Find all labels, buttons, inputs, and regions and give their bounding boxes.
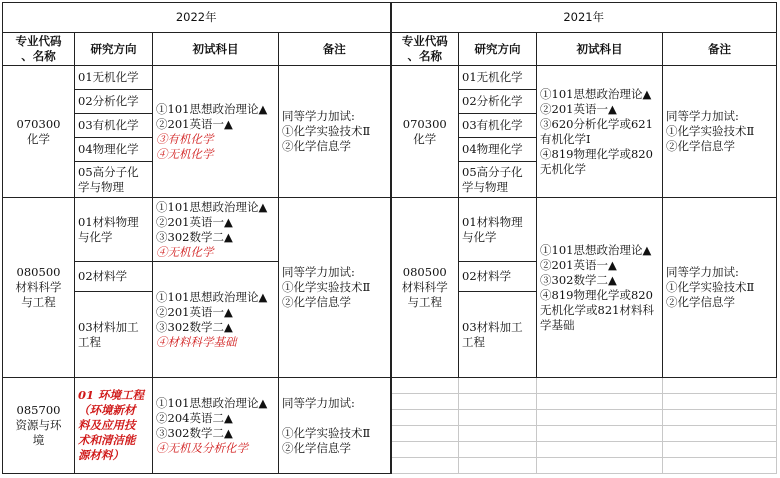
empty-cell bbox=[537, 394, 663, 410]
header-notes: 备注 bbox=[279, 33, 391, 66]
direction-cell: 02材料学 bbox=[75, 262, 153, 292]
major-chem-2022: 070300 化学 bbox=[3, 66, 75, 198]
major-mat-2022: 080500 材料科学 与工程 bbox=[3, 198, 75, 378]
direction-cell: 01材料物理与化学 bbox=[459, 198, 537, 262]
header-subjects-2021: 初试科目 bbox=[537, 33, 663, 66]
direction-cell: 01材料物理与化学 bbox=[75, 198, 153, 262]
empty-cell bbox=[537, 442, 663, 458]
empty-cell bbox=[663, 442, 777, 458]
notes-chem-2021: 同等学力加试: ①化学实验技术Ⅱ ②化学信息学 bbox=[663, 66, 777, 198]
direction-cell: 03有机化学 bbox=[75, 114, 153, 138]
direction-cell: 04物理化学 bbox=[75, 138, 153, 162]
empty-cell bbox=[391, 458, 459, 474]
subjects-mat-2021: ①101思想政治理论▲ ②201英语一▲ ③302数学二▲ ④819物理化学或820 无机化学或821材料科 学基础 bbox=[537, 198, 663, 378]
subjects-mat-b-2022: ①101思想政治理论▲ ②201英语一▲ ③302数学二▲ ④材料科学基础 bbox=[153, 262, 279, 378]
direction-cell: 02分析化学 bbox=[459, 90, 537, 114]
subject-line: ③有机化学 bbox=[156, 131, 214, 146]
subjects-env-2022: ①101思想政治理论▲ ②204英语二▲ ③302数学二▲ ④无机及分析化学 bbox=[153, 378, 279, 474]
empty-cell bbox=[537, 458, 663, 474]
empty-cell bbox=[459, 394, 537, 410]
major-chem-2021: 070300 化学 bbox=[391, 66, 459, 198]
empty-cell bbox=[537, 410, 663, 426]
direction-cell: 01无机化学 bbox=[75, 66, 153, 90]
empty-cell bbox=[459, 458, 537, 474]
header-notes-2021: 备注 bbox=[663, 33, 777, 66]
notes-chem-2022: 同等学力加试: ①化学实验技术Ⅱ ②化学信息学 bbox=[279, 66, 391, 198]
empty-cell bbox=[663, 410, 777, 426]
subject-line: ②201英语一▲ bbox=[156, 116, 233, 131]
direction-cell: 03材料加工工程 bbox=[75, 292, 153, 378]
year-2021: 2021年 bbox=[391, 3, 777, 33]
subjects-chem-2021: ①101思想政治理论▲ ②201英语一▲ ③620分析化学或621 有机化学Ⅰ ④819物理化学或820 无机化学 bbox=[537, 66, 663, 198]
empty-cell bbox=[391, 442, 459, 458]
notes-env-2022: 同等学力加试: ①化学实验技术Ⅱ ②化学信息学 bbox=[279, 378, 391, 474]
empty-cell bbox=[459, 410, 537, 426]
direction-env: 01 环境工程 （环境新材 料及应用技 术和清洁能 源材料） bbox=[75, 378, 153, 474]
direction-cell: 01无机化学 bbox=[459, 66, 537, 90]
direction-cell: 02分析化学 bbox=[75, 90, 153, 114]
direction-cell: 05高分子化学与物理 bbox=[459, 162, 537, 198]
subjects-chem-2022 bbox=[153, 66, 279, 198]
empty-cell bbox=[459, 442, 537, 458]
header-subjects: 初试科目 bbox=[153, 33, 279, 66]
empty-cell bbox=[663, 458, 777, 474]
empty-cell bbox=[537, 426, 663, 442]
header-direction: 研究方向 bbox=[75, 33, 153, 66]
notes-mat-2021: 同等学力加试: ①化学实验技术Ⅱ ②化学信息学 bbox=[663, 198, 777, 378]
empty-cell bbox=[391, 378, 459, 394]
empty-cell bbox=[663, 378, 777, 394]
notes-mat-2022: 同等学力加试: ①化学实验技术Ⅱ ②化学信息学 bbox=[279, 198, 391, 378]
empty-cell bbox=[391, 426, 459, 442]
header-code: 专业代码 、名称 bbox=[3, 33, 75, 66]
direction-cell: 03材料加工工程 bbox=[459, 292, 537, 378]
direction-cell: 03有机化学 bbox=[459, 114, 537, 138]
empty-cell bbox=[537, 378, 663, 394]
subject-line: ④无机化学 bbox=[156, 146, 214, 161]
direction-cell: 04物理化学 bbox=[459, 138, 537, 162]
major-mat-2021: 080500 材料科学 与工程 bbox=[391, 198, 459, 378]
major-env-2022: 085700 资源与环 境 bbox=[3, 378, 75, 474]
empty-cell bbox=[391, 394, 459, 410]
empty-cell bbox=[459, 426, 537, 442]
empty-cell bbox=[663, 394, 777, 410]
empty-cell bbox=[391, 410, 459, 426]
year-2022: 2022年 bbox=[3, 3, 391, 33]
subject-line: ①101思想政治理论▲ bbox=[156, 101, 268, 116]
subjects-mat-a-2022: ①101思想政治理论▲ ②201英语一▲ ③302数学二▲ ④无机化学 bbox=[153, 198, 279, 262]
comparison-table bbox=[2, 2, 777, 474]
empty-cell bbox=[459, 378, 537, 394]
header-code-2021: 专业代码 、名称 bbox=[391, 33, 459, 66]
direction-cell: 02材料学 bbox=[459, 262, 537, 292]
direction-cell: 05高分子化学与物理 bbox=[75, 162, 153, 198]
empty-cell bbox=[663, 426, 777, 442]
header-direction-2021: 研究方向 bbox=[459, 33, 537, 66]
